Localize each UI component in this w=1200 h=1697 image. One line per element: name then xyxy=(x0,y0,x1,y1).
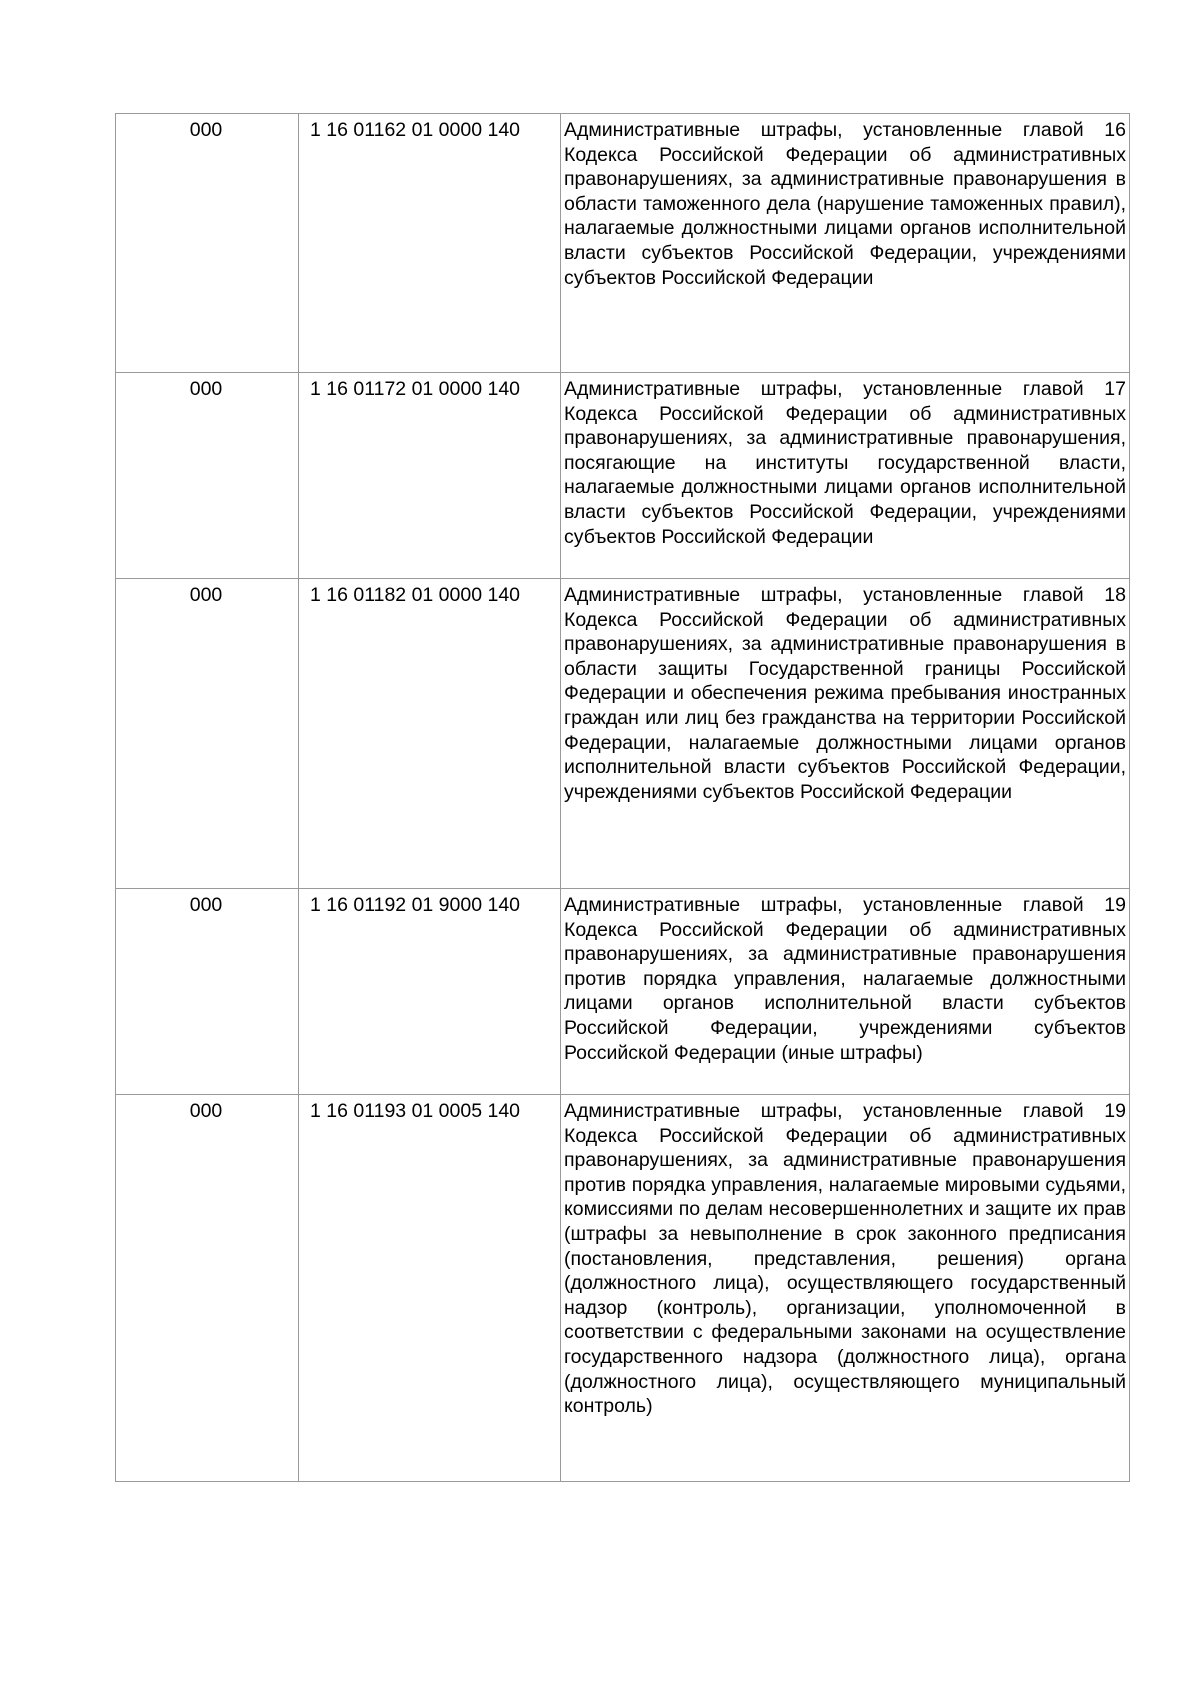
description-cell: Административные штрафы, установленные главой 16 Кодекса Российской Федерации об административных правонарушениях, за административные правонарушения в области таможенного дела (нарушение таможенных правил), налагаемые должностными лицами органов исполнительной власти субъектов Российской Федерации, учреждениями субъектов Российской Федерации xyxy=(561,114,1130,373)
admin-code-cell: 000 xyxy=(116,1095,299,1482)
budget-classification-table xyxy=(115,113,1130,1482)
revenue-code-cell: 1 16 01182 01 0000 140 xyxy=(299,579,561,889)
revenue-code-cell: 1 16 01192 01 9000 140 xyxy=(299,889,561,1095)
admin-code-cell: 000 xyxy=(116,579,299,889)
description-cell: Административные штрафы, установленные главой 18 Кодекса Российской Федерации об административных правонарушениях, за административные правонарушения в области защиты Государственной границы Российской Федерации и обеспечения режима пребывания иностранных граждан или лиц без гражданства на территории Российской Федерации, налагаемые должностными лицами органов исполнительной власти субъектов Российской Федерации, учреждениями субъектов Российской Федерации xyxy=(561,579,1130,889)
table-row xyxy=(116,1095,1130,1482)
table-row xyxy=(116,889,1130,1095)
revenue-code-cell: 1 16 01162 01 0000 140 xyxy=(299,114,561,373)
table-row xyxy=(116,373,1130,579)
table-row xyxy=(116,114,1130,373)
revenue-code-cell: 1 16 01172 01 0000 140 xyxy=(299,373,561,579)
description-cell: Административные штрафы, установленные главой 19 Кодекса Российской Федерации об административных правонарушениях, за административные правонарушения против порядка управления, налагаемые мировыми судьями, комиссиями по делам несовершеннолетних и защите их прав (штрафы за невыполнение в срок законного предписания (постановления, представления, решения) органа (должностного лица), осуществляющего государственный надзор (контроль), организации, уполномоченной в соответствии с федеральными законами на осуществление государственного надзора (должностного лица), органа (должностного лица), осуществляющего муниципальный контроль) xyxy=(561,1095,1130,1482)
table-row xyxy=(116,579,1130,889)
admin-code-cell: 000 xyxy=(116,373,299,579)
revenue-code-cell: 1 16 01193 01 0005 140 xyxy=(299,1095,561,1482)
description-cell: Административные штрафы, установленные главой 19 Кодекса Российской Федерации об административных правонарушениях, за административные правонарушения против порядка управления, налагаемые должностными лицами органов исполнительной власти субъектов Российской Федерации, учреждениями субъектов Российской Федерации (иные штрафы) xyxy=(561,889,1130,1095)
description-cell: Административные штрафы, установленные главой 17 Кодекса Российской Федерации об административных правонарушениях, за административные правонарушения, посягающие на институты государственной власти, налагаемые должностными лицами органов исполнительной власти субъектов Российской Федерации, учреждениями субъектов Российской Федерации xyxy=(561,373,1130,579)
admin-code-cell: 000 xyxy=(116,114,299,373)
admin-code-cell: 000 xyxy=(116,889,299,1095)
